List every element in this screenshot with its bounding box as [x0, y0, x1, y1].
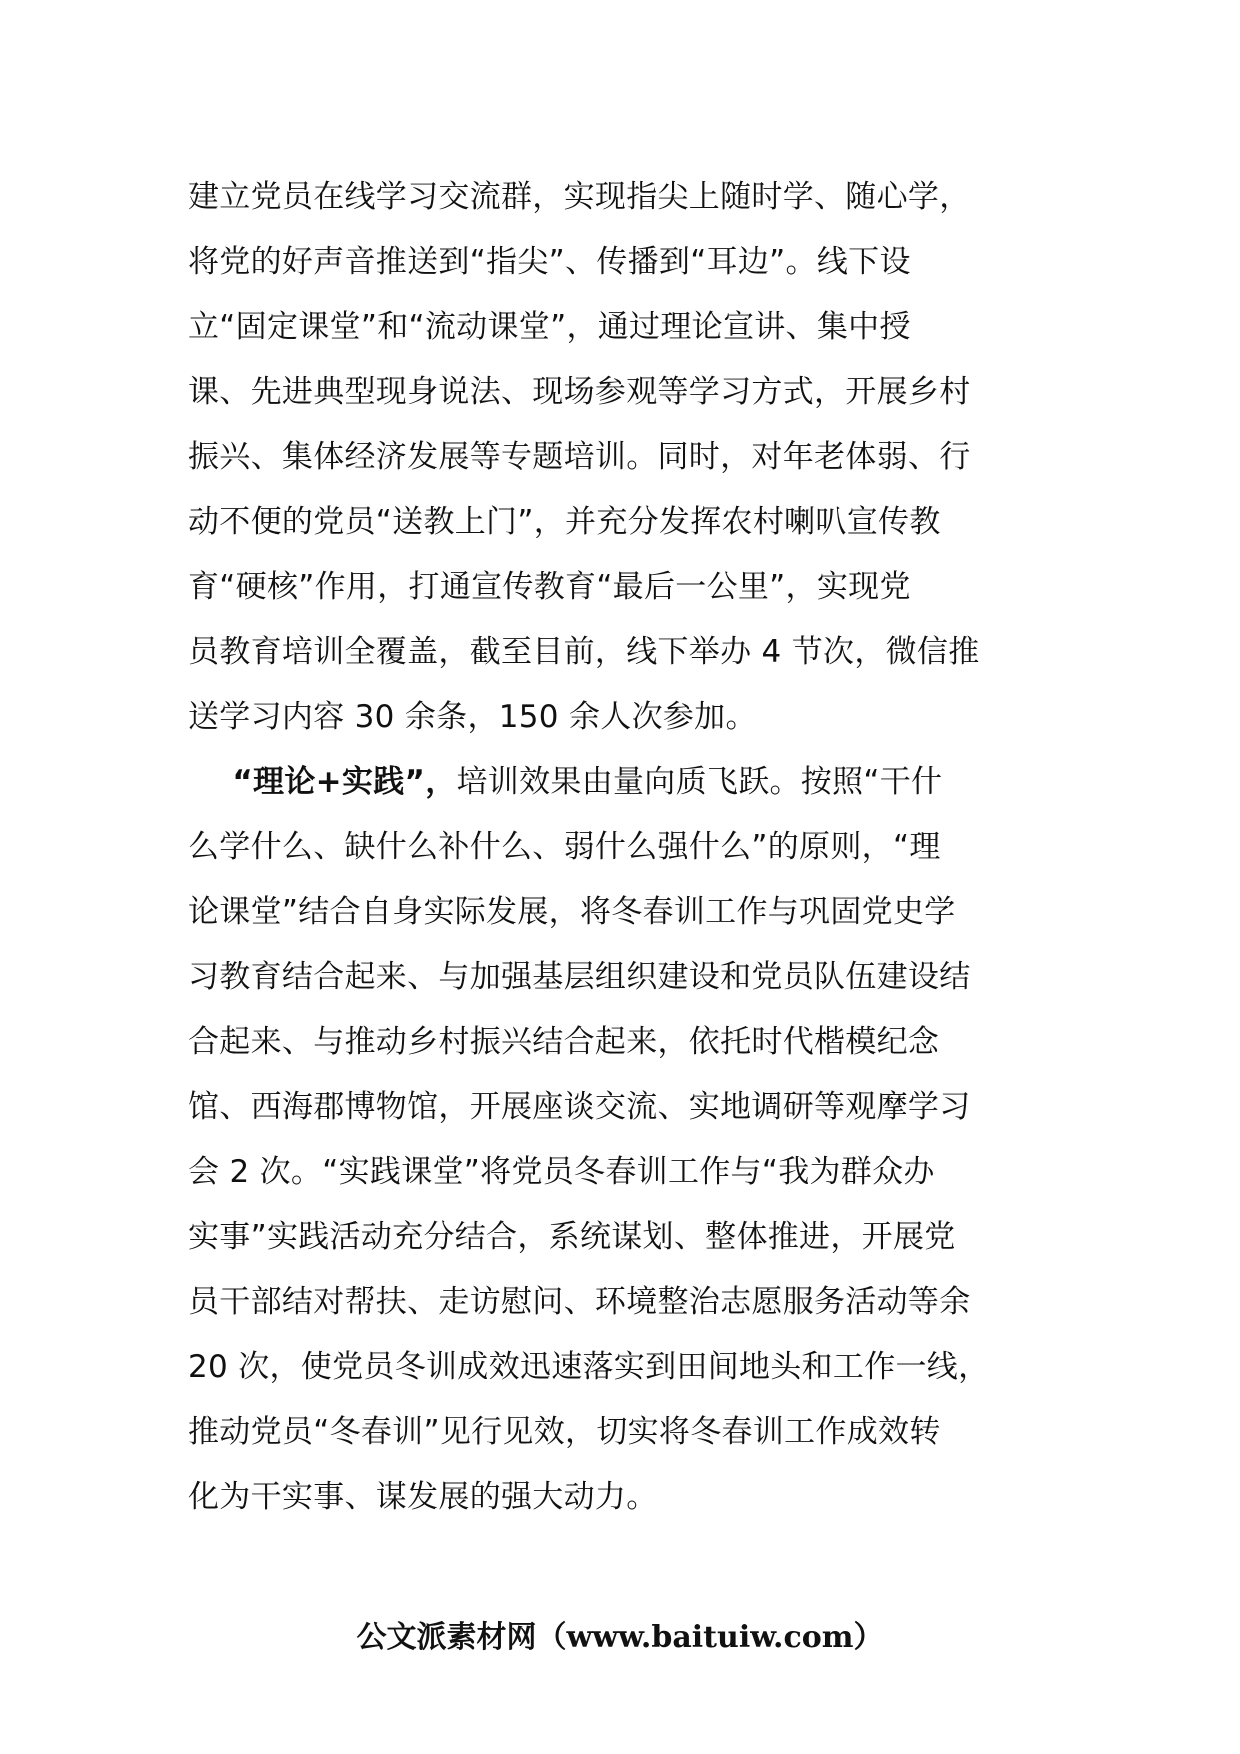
paragraph-1-line: 员教育培训全覆盖，截至目前，线下举办 4 节次，微信推	[188, 634, 980, 670]
paragraph-1-line: 将党的好声音推送到“指尖”、传播到“耳边”。线下设	[188, 244, 911, 280]
paragraph-2-first-line	[188, 750, 1058, 815]
paragraph-2-line: 论课堂”结合自身实际发展，将冬春训工作与巩固党史学	[188, 894, 956, 930]
footer-source: 公文派素材网（www.baituiw.com）	[356, 1620, 884, 1655]
paragraph-2-line: 习教育结合起来、与加强基层组织建设和党员队伍建设结	[188, 959, 971, 995]
paragraph-2-line: 实事”实践活动充分结合，系统谋划、整体推进，开展党	[188, 1219, 956, 1255]
paragraph-2-line: 推动党员“冬春训”见行见效，切实将冬春训工作成效转	[188, 1414, 941, 1450]
paragraph-1-line: 课、先进典型现身说法、现场参观等学习方式，开展乡村	[188, 374, 971, 410]
paragraph-1-line: 立“固定课堂”和“流动课堂”，通过理论宣讲、集中授	[188, 309, 911, 345]
paragraph-2-line: 么学什么、缺什么补什么、弱什么强什么”的原则，“理	[188, 829, 941, 865]
paragraph-1-line: 送学习内容 30 余条，150 余人次参加。	[188, 699, 757, 735]
paragraph-2-line: 化为干实事、谋发展的强大动力。	[188, 1479, 658, 1515]
paragraph-1-line: 动不便的党员“送教上门”，并充分发挥农村喇叭宣传教	[188, 504, 941, 540]
paragraph-1-line: 育“硬核”作用，打通宣传教育“最后一公里”，实现党	[188, 569, 911, 605]
document-body	[188, 165, 1058, 1530]
paragraph-2-lead-text: 培训效果由量向质飞跃。按照“干什	[456, 764, 943, 800]
paragraph-2-line: 20 次，使党员冬训成效迅速落实到田间地头和工作一线，	[188, 1349, 990, 1385]
paragraph-2-heading: “理论+实践”，	[188, 764, 457, 800]
paragraph-2-line: 会 2 次。“实践课堂”将党员冬春训工作与“我为群众办	[188, 1154, 935, 1190]
paragraph-2-line: 员干部结对帮扶、走访慰问、环境整治志愿服务活动等余	[188, 1284, 971, 1320]
paragraph-2-line: 合起来、与推动乡村振兴结合起来，依托时代楷模纪念	[188, 1024, 940, 1060]
paragraph-2-line: 馆、西海郡博物馆，开展座谈交流、实地调研等观摩学习	[188, 1089, 971, 1125]
paragraph-1-line: 振兴、集体经济发展等专题培训。同时，对年老体弱、行	[188, 439, 971, 475]
paragraph-1-line: 建立党员在线学习交流群，实现指尖上随时学、随心学，	[188, 179, 971, 215]
